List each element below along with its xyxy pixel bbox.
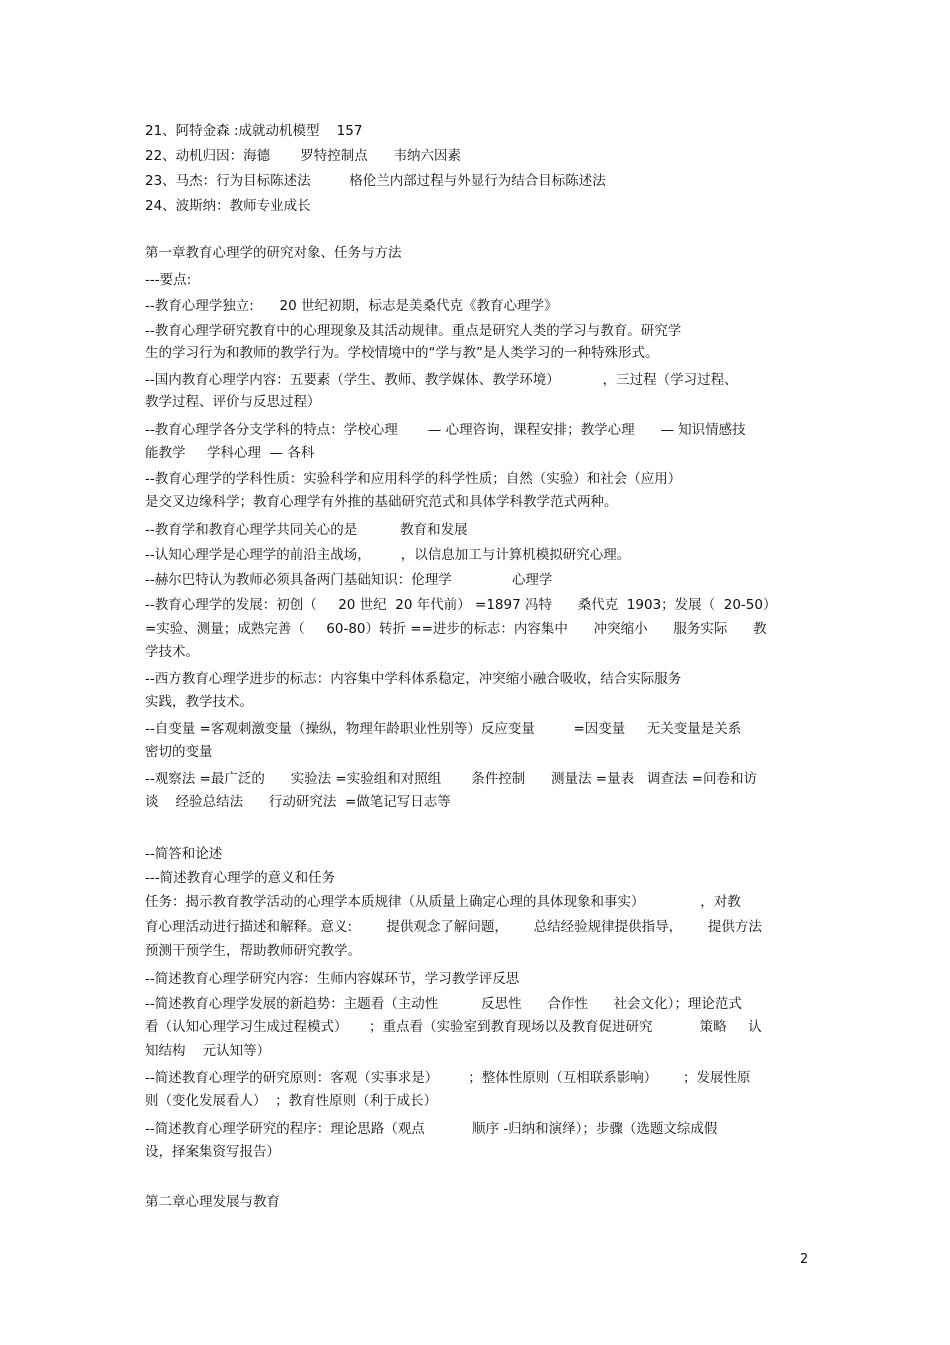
text-line: --简述教育心理学发展的新趋势：主题看（主动性 反思性 合作性 社会文化）；理论范式 — [145, 996, 742, 1012]
text-line: --教育心理学独立: 20 世纪初期，标志是美桑代克《教育心理学》 — [145, 298, 558, 314]
text-line: 生的学习行为和教师的教学行为。学校情境中的“学与教”是人类学习的一种特殊形式。 — [145, 345, 659, 361]
list-item: 21、阿特金森 :成就动机模型 157 — [145, 123, 363, 139]
text-line: --教育心理学研究教育中的心理现象及其活动规律。重点是研究人类的学习与教育。研究学 — [145, 323, 682, 339]
text-line: --教育心理学的学科性质：实验科学和应用科学的科学性质；自然（实验）和社会（应用） — [145, 471, 682, 487]
chapter-title: 第二章心理发展与教育 — [145, 1194, 280, 1210]
text-line: --简述教育心理学研究内容：生师内容媒环节，学习教学评反思 — [145, 971, 520, 987]
section-heading: ---要点: — [145, 272, 192, 288]
list-item: 24、波斯纳：教师专业成长 — [145, 198, 311, 214]
text-line: --国内教育心理学内容：五要素（学生、教师、教学媒体、教学环境） ，三过程（学习过程、 — [145, 372, 738, 388]
text-line: --简述教育心理学研究的程序：理论思路（观点 顺序 -归纳和演绎）；步骤（选题文综成假 — [145, 1121, 718, 1137]
text-line: 看（认知心理学习生成过程模式） ；重点看（实验室到教育现场以及教育促进研究 策略 认 — [145, 1019, 762, 1035]
text-line: 任务：揭示教育教学活动的心理学本质规律（从质量上确定心理的具体现象和事实） ，对教 — [145, 894, 741, 910]
text-line: 育心理活动进行描述和解释。意义: 提供观念了解问题， 总结经验规律提供指导， 提供方法 — [145, 919, 762, 935]
text-line: 知结构 元认知等） — [145, 1043, 271, 1059]
text-line: 则（变化发展看人） ；教育性原则（利于成长） — [145, 1093, 438, 1109]
text-line: =实验、测量；成熟完善（ 60-80）转折 ==进步的标志：内容集中 冲突缩小 服务实际 教 — [145, 621, 767, 637]
text-line: --自变量 =客观刺激变量（操纵，物理年龄职业性别等）反应变量 =因变量 无关变量是关系 — [145, 721, 742, 737]
section-heading: --简答和论述 — [145, 846, 223, 862]
text-line: 密切的变量 — [145, 744, 213, 760]
text-line: 谈 经验总结法 行动研究法 =做笔记写日志等 — [145, 794, 451, 810]
text-line: 能教学 学科心理 — 各科 — [145, 445, 315, 461]
text-line: --简述教育心理学的研究原则：客观（实事求是） ；整体性原则（互相联系影响） ；发展性原 — [145, 1070, 751, 1086]
text-line: --认知心理学是心理学的前沿主战场， ，以信息加工与计算机模拟研究心理。 — [145, 547, 631, 563]
text-line: --观察法 =最广泛的 实验法 =实验组和对照组 条件控制 测量法 =量表 调查法 =问卷和访 — [145, 771, 758, 787]
text-line: --教育心理学各分支学科的特点：学校心理 — 心理咨询，课程安排；教学心理 — 知识情感技 — [145, 422, 746, 438]
text-line: --西方教育心理学进步的标志：内容集中学科体系稳定，冲突缩小融合吸收，结合实际服务 — [145, 671, 682, 687]
text-line: --教育学和教育心理学共同关心的是 教育和发展 — [145, 522, 468, 538]
list-item: 23、马杰：行为目标陈述法 格伦兰内部过程与外显行为结合目标陈述法 — [145, 173, 606, 189]
text-line: 预测干预学生，帮助教师研究教学。 — [145, 943, 361, 959]
text-line: 设，择案集资写报告） — [145, 1144, 280, 1160]
chapter-title: 第一章教育心理学的研究对象、任务与方法 — [145, 245, 402, 261]
text-line: ---简述教育心理学的意义和任务 — [145, 870, 336, 886]
text-line: 是交叉边缘科学；教育心理学有外推的基础研究范式和具体学科教学范式两种。 — [145, 494, 618, 510]
list-item: 22、动机归因：海德 罗特控制点 韦纳六因素 — [145, 148, 461, 164]
text-line: 学技术。 — [145, 644, 199, 660]
text-line: --教育心理学的发展：初创（ 20 世纪 20 年代前） =1897 冯特 桑代克 1903；发展（ 20-50） — [145, 597, 777, 613]
page-number: 2 — [800, 1252, 809, 1267]
text-line: 教学过程、评价与反思过程） — [145, 394, 321, 410]
text-line: --赫尔巴特认为教师必须具备两门基础知识：伦理学 心理学 — [145, 572, 553, 588]
text-line: 实践，教学技术。 — [145, 694, 253, 710]
